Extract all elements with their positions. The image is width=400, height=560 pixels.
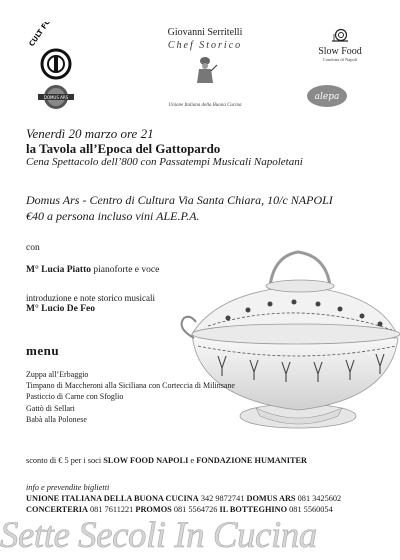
event-price: €40 a persona incluso vini ALE.P.A.: [26, 209, 200, 223]
info-botteghino-phone: 081 5560054: [289, 505, 333, 514]
slow-food-condotta: Condotta di Napoli: [322, 57, 358, 62]
info-concerteria-phone: 081 7611221: [90, 505, 134, 514]
discount-line: [26, 456, 307, 465]
alepa-logo-icon: [306, 84, 348, 108]
intro-text: introduzione e note storico musicali: [26, 293, 155, 303]
discount-prefix: sconto di € 5 per i soci: [26, 456, 102, 465]
menu-item: Pasticcio di Carne con Sfoglio: [26, 392, 124, 402]
menu-list: [26, 369, 235, 425]
union-name: Unione Italiana della Buona Cucina: [168, 103, 242, 108]
slow-food-name: Slow Food: [318, 46, 362, 57]
performer-lucia-name: M° Lucia Piatto: [26, 265, 92, 275]
info-promos: PROMOS: [135, 505, 172, 514]
cult-food-logo: [26, 22, 84, 112]
event-block: [26, 126, 396, 169]
info-block: [26, 482, 341, 515]
snail-icon: [330, 28, 350, 42]
menu-heading: menu: [26, 343, 60, 358]
performer-lucio-name: M° Lucio De Feo: [26, 304, 95, 314]
footer-title: Sette Secoli In Cucina: [0, 515, 317, 556]
cult-food-emblem-icon: [26, 22, 84, 112]
info-uibc: UNIONE ITALIANA DELLA BUONA CUCINA: [26, 494, 199, 503]
chef-name: Giovanni Serritelli: [167, 27, 243, 38]
info-heading: info e prevendite biglietti: [26, 483, 110, 492]
performer-intro: [26, 293, 155, 315]
menu-item: Gattò di Sellari: [26, 403, 75, 413]
cult-food-wordmark: CULT FOOD: [27, 22, 60, 49]
info-line-1: [26, 493, 341, 504]
info-promos-phone: 081 5564726: [173, 505, 218, 514]
chef-role: Chef Storico: [167, 40, 243, 51]
event-date: Venerdì 20 marzo ore 21: [26, 126, 154, 141]
performer-lucia-role: pianoforte e voce: [93, 265, 160, 275]
alepa-logo: [306, 84, 348, 108]
info-uibc-phone: 342 9872741: [200, 494, 245, 503]
info-concerteria: CONCERTERIA: [26, 505, 88, 514]
menu-item: Zuppa all’Erbaggio: [26, 370, 89, 379]
discount-and: e: [190, 456, 195, 465]
menu-item: Timpano di Maccheroni alla Siciliana con Corteccia di Milinsane: [26, 381, 235, 391]
venue-block: [26, 192, 396, 224]
alepa-logo-text: alepa: [314, 92, 340, 102]
info-domus-phone: 081 3425602: [297, 494, 342, 503]
menu-item: Babà alla Polonese: [26, 414, 87, 424]
performer-lucia: [26, 265, 159, 275]
event-venue: Domus Ars - Centro di Cultura Via Santa Chiara, 10/c NAPOLI: [26, 193, 333, 207]
slow-food-logo: [300, 28, 380, 62]
discount-org-slowfood: SLOW FOOD NAPOLI: [103, 456, 189, 465]
chef-illustration-icon: [190, 55, 220, 85]
con-label: con: [26, 243, 40, 253]
chef-block: [140, 27, 270, 108]
discount-org-humaniter: FONDAZIONE HUMANITER: [196, 456, 308, 465]
info-domus: DOMUS ARS: [246, 494, 296, 503]
info-botteghino: IL BOTTEGHINO: [219, 505, 288, 514]
domus-ars-logo-text: DOMUS ARS: [43, 95, 69, 100]
event-subtitle: Cena Spettacolo dell’800 con Passatempi Musicali Napoletani: [26, 156, 303, 168]
event-title: la Tavola all’Epoca del Gattopardo: [26, 141, 221, 156]
